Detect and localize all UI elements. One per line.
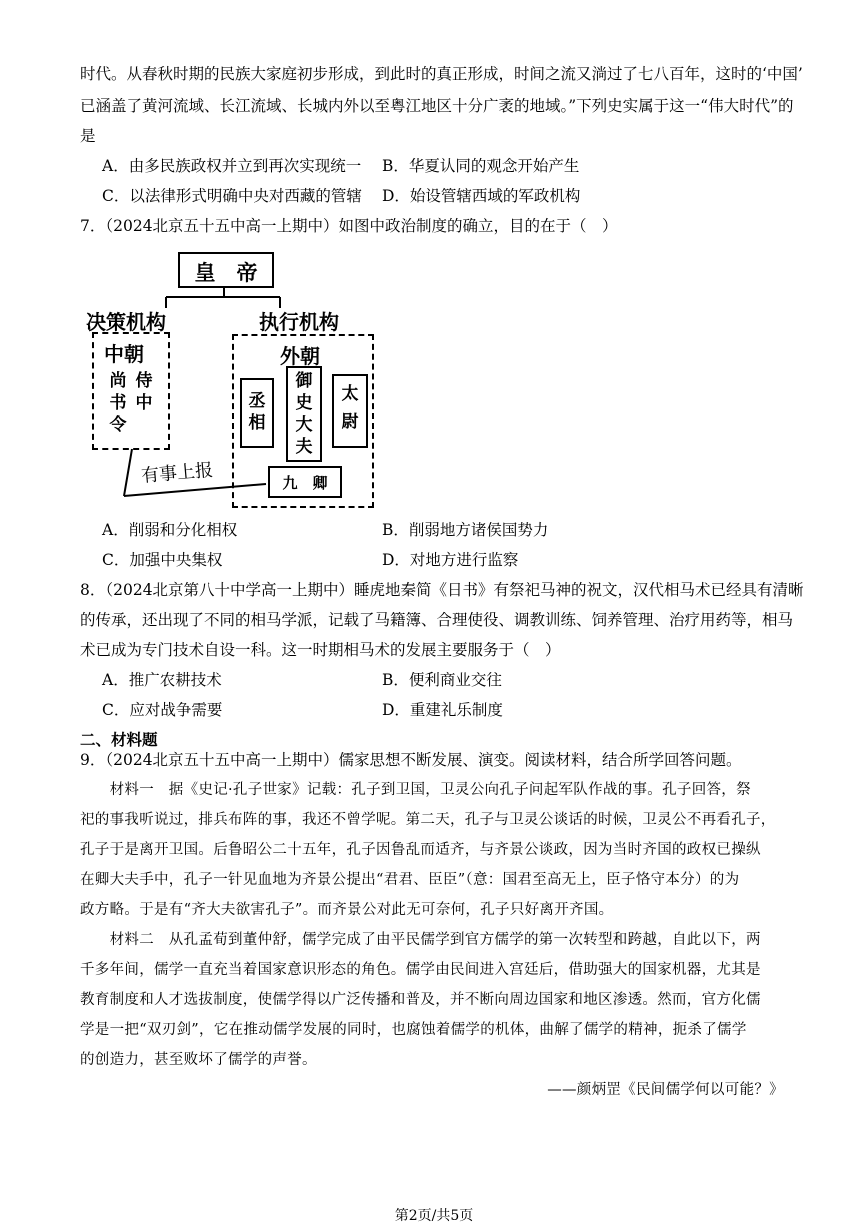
option-a: A．削弱和分化相权 (102, 521, 238, 539)
shizhong-label: 侍中 (135, 371, 153, 413)
decision-label: 决策机构 (86, 310, 166, 334)
question-stem: 8．（2024北京第八十中学高一上期中）睡虎地秦简《日书》有祭祀马神的祝文，汉代相马术已经具有清晰 (80, 581, 804, 599)
material-line: 材料二 从孔孟荀到董仲舒，儒学完成了由平民儒学到官方儒学的第一次转型和跨越，自此以下，两 (80, 932, 761, 948)
chengxiang-label: 丞相 (248, 391, 266, 433)
outer-court-label: 外朝 (280, 344, 320, 368)
taiwei-label: 太尉 (341, 384, 359, 432)
jiuqing-label: 九 卿 (282, 474, 328, 492)
question-stem: 9．（2024北京五十五中高一上期中）儒家思想不断发展、演变。阅读材料，结合所学回答问题。 (80, 751, 742, 769)
option-d: D．始设管辖西域的军政机构 (382, 187, 581, 205)
question-stem: 7．（2024北京五十五中高一上期中）如图中政治制度的确立，目的在于（ ） (80, 217, 618, 235)
emperor-box (178, 252, 274, 288)
political-system-diagram (84, 246, 384, 508)
question-stem: 术已成为专门技术自设一科。这一时期相马术的发展主要服务于（ ） (80, 641, 561, 659)
question-stem: 的传承，还出现了不同的相马学派，记载了马籍簿、合理使役、调教训练、饲养管理、治疗用药等，相马 (80, 611, 794, 629)
material-line: 政方略。于是有“齐大夫欲害孔子”。而齐景公对此无可奈何，孔子只好离开齐国。 (80, 902, 614, 918)
shangshuling-label: 尚书令 (109, 371, 127, 435)
option-d: D．对地方进行监察 (382, 551, 519, 569)
material-line: 的创造力，甚至败坏了儒学的声誉。 (80, 1052, 317, 1068)
option-a: A．推广农耕技术 (102, 671, 222, 689)
inner-court-label: 中朝 (104, 342, 144, 366)
taiwei-box (332, 374, 368, 448)
option-c: C．加强中央集权 (102, 551, 223, 569)
source-citation: ——颜炳罡《民间儒学何以可能？》 (547, 1082, 784, 1098)
option-d: D．重建礼乐制度 (382, 701, 503, 719)
text-line: 已涵盖了黄河流域、长江流域、长城内外以至粤江地区十分广袤的地域。”下列史实属于这一“伟大时代”的 (80, 97, 794, 115)
section-heading: 二、材料题 (80, 730, 158, 749)
option-b: B．华夏认同的观念开始产生 (382, 157, 580, 175)
option-b: B．削弱地方诸侯国势力 (382, 521, 549, 539)
outer-court-box (232, 334, 374, 508)
yushidafu-label: 御史大夫 (295, 371, 313, 457)
chengxiang-box (240, 378, 274, 448)
option-c: C．应对战争需要 (102, 701, 223, 719)
text-line: 是 (80, 127, 96, 145)
text-line: 时代。从春秋时期的民族大家庭初步形成，到此时的真正形成，时间之流又淌过了七八百年，这时的‘中国’ (80, 65, 803, 83)
material-line: 千多年间，儒学一直充当着国家意识形态的角色。儒学由民间进入宫廷后，借助强大的国家机器，尤其是 (80, 962, 761, 978)
option-c: C．以法律形式明确中央对西藏的管辖 (102, 187, 362, 205)
material-line: 孔子于是离开卫国。后鲁昭公二十五年，孔子因鲁乱而适齐，与齐景公谈政，因为当时齐国的政权已操纵 (80, 842, 761, 858)
material-line: 材料一 据《史记·孔子世家》记载：孔子到卫国，卫灵公向孔子问起军队作战的事。孔子回答，祭 (80, 782, 751, 798)
material-line: 教育制度和人才选拔制度，使儒学得以广泛传播和普及，并不断向周边国家和地区渗透。然而，官方化儒 (80, 992, 761, 1008)
material-line: 祀的事我听说过，排兵布阵的事，我还不曾学呢。第二天，孔子与卫灵公谈话的时候，卫灵公不再看孔子， (80, 812, 776, 828)
report-label: 有事上报 (140, 459, 214, 487)
material-line: 学是一把“双刃剑”，它在推动儒学发展的同时，也腐蚀着儒学的机体，曲解了儒学的精神，扼杀了儒学 (80, 1022, 747, 1038)
material-line: 在卿大夫手中，孔子一针见血地为齐景公提出“君君、臣臣”（意：国君至高无上，臣子恪守本分）的为 (80, 872, 740, 888)
inner-court-box (92, 332, 170, 450)
emperor-label: 皇 帝 (194, 261, 258, 285)
option-b: B．便利商业交往 (382, 671, 502, 689)
page-number: 第2页/共5页 (394, 1208, 474, 1224)
option-a: A．由多民族政权并立到再次实现统一 (102, 157, 362, 175)
execution-label: 执行机构 (259, 310, 339, 334)
yushidafu-box (286, 366, 322, 462)
jiuqing-box (268, 466, 342, 498)
